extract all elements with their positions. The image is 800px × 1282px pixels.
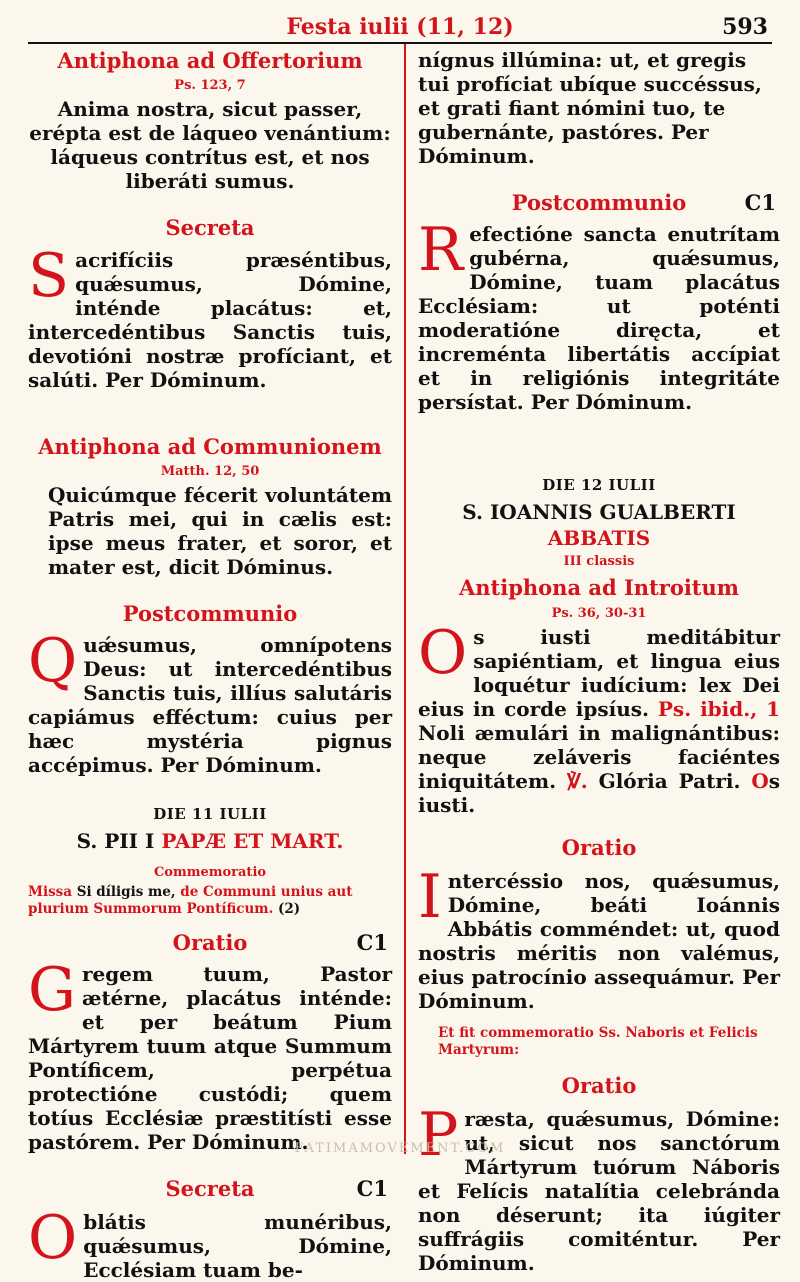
offertory-text: Anima nostra, sicut passer, erépta est de láqueo venántium: láqueus contrítus est, et nos liberáti sumus. bbox=[29, 97, 391, 194]
drop-cap: P bbox=[418, 1099, 459, 1170]
page-number: 593 bbox=[722, 14, 768, 40]
oratio1-body bbox=[28, 955, 392, 1154]
secret1-heading: Secreta bbox=[165, 215, 255, 241]
postcommunion1-text: uǽsumus, omnípotens Deus: ut intercedéntibus Sanctis tuis, illíus salutáris capiámus efféctum: cuius per hæc mystéria pignus accépimus. Per Dóminum. bbox=[28, 633, 392, 777]
watermark: FATIMAMOVEMENT.COM bbox=[294, 1141, 506, 1156]
feast11-class: Commemoratio bbox=[153, 865, 267, 880]
right-column bbox=[418, 48, 780, 1275]
commemoration-note: Et fit commemoratio Ss. Naboris et Felicis Martyrum: bbox=[438, 1024, 758, 1058]
note-missa: Missa bbox=[28, 884, 73, 900]
feast12-class: III classis bbox=[563, 554, 635, 570]
communion-heading: Antiphona ad Communionem bbox=[38, 433, 382, 459]
oratio1-code: C1 bbox=[356, 929, 388, 955]
drop-cap: S bbox=[28, 240, 70, 311]
introit-text4: s iusti. bbox=[418, 768, 781, 817]
introit-body bbox=[418, 617, 781, 817]
drop-cap: I bbox=[418, 861, 442, 932]
running-title: Festa iulii (11, 12) bbox=[286, 14, 514, 40]
secret2-heading bbox=[28, 1176, 392, 1202]
introit-ref2: Ps. ibid., 1 bbox=[657, 696, 780, 721]
oratio2-body bbox=[418, 861, 780, 1013]
secret2-body bbox=[28, 1203, 392, 1282]
offertory-heading: Antiphona ad Offertorium bbox=[57, 48, 363, 73]
postcommunion1-body bbox=[28, 626, 392, 777]
postcommunio2-body bbox=[418, 215, 780, 415]
oratio1-text: regem tuum, Pastor ætérne, placátus inténde: et per beátum Pium Mártyrem tuum atque Summum Pontíficem, perpétua protectióne custódi; quem totíus Ecclésiæ præstitísti esse pastórem. Per Dóminum. bbox=[28, 962, 392, 1154]
introit-text1: s iusti meditábitur sapiéntiam, et lingua eius loquétur iudícium: lex Dei eius in corde ipsíus. bbox=[418, 624, 780, 721]
drop-cap: R bbox=[418, 215, 464, 286]
postcommunio2-text: efectióne sancta enutrítam gubérna, quǽsumus, Dómine, tuam placátus Ecclésiam: ut poténti moderatióne diręcta, et increménta libertátis accípiat et in religiónis integritáte persístat. Per Dóminum. bbox=[418, 222, 780, 415]
oratio1-heading bbox=[28, 930, 392, 956]
feast11-saint-red: PAPÆ ET MART. bbox=[161, 829, 344, 853]
oratio3-body bbox=[418, 1099, 780, 1275]
drop-cap: O bbox=[28, 1203, 78, 1274]
feast12-saint-red: ABBATIS bbox=[547, 526, 651, 551]
drop-cap: G bbox=[28, 955, 76, 1025]
secret2-title: Secreta bbox=[165, 1176, 255, 1201]
feast11-saint: S. PII I bbox=[76, 829, 155, 853]
column-divider bbox=[404, 44, 406, 1154]
oratio1-title: Oratio bbox=[172, 929, 248, 955]
header-rule bbox=[28, 42, 772, 44]
secret1-body bbox=[28, 240, 392, 392]
oratio2-text: ntercéssio nos, quǽsumus, Dómine, beáti Ioánnis Abbátis comméndet: ut, quod nostris méritis non valémus, eius patrocínio assequámur. Per Dóminum. bbox=[418, 868, 780, 1013]
drop-cap: Q bbox=[28, 626, 78, 696]
communion-ref: Matth. 12, 50 bbox=[160, 463, 260, 479]
introit-text3: Glória Patri. bbox=[598, 768, 741, 793]
secret2-code: C1 bbox=[356, 1176, 388, 1201]
left-column bbox=[28, 48, 392, 1282]
oratio3-text: ræsta, quǽsumus, Dómine: ut, sicut nos sanctórum Mártyrum tuórum Náboris et Felícis natalítia celebránda non déserunt; ita iúgiter suffrágiis comiténtur. Per Dóminum. bbox=[418, 1106, 780, 1275]
offertory-ref: Ps. 123, 7 bbox=[174, 78, 246, 94]
secret1-text: acrifíciis præséntibus, quǽsumus, Dómine, inténde placátus: et, intercedéntibus Sanctis tuis, devotióni nostræ profíciant, et salúti. Per Dóminum. bbox=[28, 247, 392, 392]
communion-text: Quicúmque fécerit voluntátem Patris mei, qui in cælis est: ipse meus frater, et soror, et mater est, dicit Dóminus. bbox=[48, 482, 392, 579]
feast12-date: DIE 12 IULII bbox=[542, 476, 656, 495]
introit-red-o: O bbox=[751, 768, 769, 793]
oratio3-heading: Oratio bbox=[561, 1072, 637, 1098]
introit-heading: Antiphona ad Introitum bbox=[458, 575, 739, 601]
versicle-icon: ℣. bbox=[567, 768, 588, 793]
introit-ref: Ps. 36, 30-31 bbox=[551, 605, 647, 621]
feast12-saint: S. IOANNIS GUALBERTI bbox=[462, 500, 736, 525]
postcommunio2-title: Postcommunio bbox=[511, 190, 687, 215]
introit-text2: Noli æmulári in malignántibus: neque zeláveris faciéntes iniquitátem. bbox=[418, 720, 780, 793]
note-text: Si díligis me, bbox=[76, 884, 176, 900]
page-header bbox=[28, 6, 772, 42]
drop-cap: O bbox=[418, 617, 468, 688]
secret2-continuation: nígnus illúmina: ut, et gregis tui profíciat ubíque succéssus, et grati fiant nómini tuo, te gubernánte, pastóres. Per Dóminum. bbox=[418, 48, 762, 168]
note-footnote: (2) bbox=[277, 900, 301, 917]
feast11-note bbox=[28, 884, 392, 918]
note-communi: de Communi unius aut plurium Summorum Pontíficum. bbox=[28, 884, 353, 917]
postcommunion1-heading: Postcommunio bbox=[122, 600, 298, 626]
feast11-date: DIE 11 IULII bbox=[153, 805, 267, 823]
feast11-title bbox=[28, 829, 392, 853]
oratio2-heading: Oratio bbox=[561, 834, 637, 860]
postcommunio2-code: C1 bbox=[744, 190, 776, 215]
postcommunio2-heading bbox=[418, 190, 780, 216]
secret2-text: blátis munéribus, quǽsumus, Dómine, Ecclésiam tuam be- bbox=[83, 1210, 392, 1282]
